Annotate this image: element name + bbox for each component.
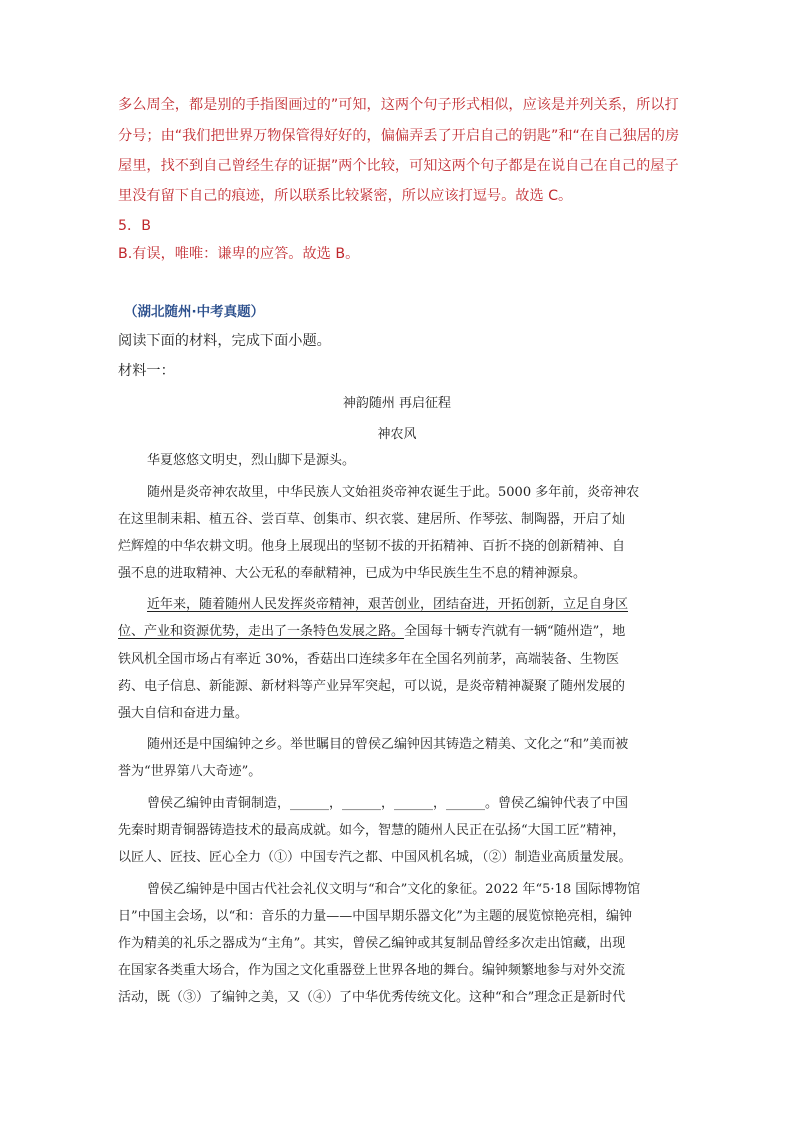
paragraph-6-line: 在国家各类重大场合，作为国之文化重器登上世界各地的舞台。编钟频繁地参与对外交流 (118, 963, 626, 978)
answer-line: 里没有留下自己的痕迹，所以联系比较紧密，所以应该打逗号。故选 C。 (118, 188, 573, 204)
answer-line: 屋里，找不到自己曾经生存的证据”两个比较，可知这两个句子都是在说自己在自己的屋子 (118, 158, 679, 174)
paragraph-6-line: 作为精美的礼乐之器成为“主角”。其实，曾侯乙编钟或其复制品曾经多次走出馆藏，出现 (118, 936, 626, 951)
paragraph-6-line: 活动，既（③）了编钟之美，又（④）了中华优秀传统文化。这种“和合”理念正是新时代 (118, 990, 626, 1005)
article-author: 神农风 (377, 427, 417, 442)
paragraph-2-line: 在这里制耒耜、植五谷、尝百草、创集市、织衣裳、建居所、作琴弦、制陶器，开启了灿 (118, 512, 626, 527)
article-title: 神韵随州 再启征程 (342, 396, 452, 411)
paragraph-6-line: 日”中国主会场，以“和：音乐的力量——中国早期乐器文化”为主题的展览惊艳亮相，编钟 (118, 909, 632, 924)
paragraph-2-line: 烂辉煌的中华农耕文明。他身上展现出的坚韧不拔的开拓精神、百折不挠的创新精神、自 (118, 539, 626, 554)
answer-line: 分号；由“我们把世界万物保管得好好的，偏偏弄丢了开启自己的钥匙”和“在自己独居的房 (118, 128, 680, 144)
paragraph-5-line: 先秦时期青铜器铸造技术的最高成就。如今，智慧的随州人民正在弘扬“大国工匠”精神， (118, 823, 626, 838)
paragraph-5-line: 曾侯乙编钟由青铜制造，______，______，______，______。曾侯乙编钟代表了中国 (147, 796, 629, 811)
paragraph-3-line: 铁风机全国市场占有率近 30%，香菇出口连续多年在全国名列前茅，高端装备、生物医 (118, 652, 620, 667)
paragraph-3-line (118, 623, 678, 641)
material-label: 材料一： (118, 363, 175, 379)
paragraph-3-line: 药、电子信息、新能源、新材料等产业异军突起，可以说，是炎帝精神凝聚了随州发展的 (118, 679, 626, 694)
underlined-sentence: 位、产业和资源优势，走出了一条特色发展之路。 (118, 624, 405, 639)
paragraph-6-line: 曾侯乙编钟是中国古代社会礼仪文明与“和合”文化的象征。2022 年“5·18 国际博物馆 (147, 882, 641, 897)
paragraph-3-text: 全国每十辆专汽就有一辆“随州造”，地 (404, 624, 626, 639)
paragraph-1: 华夏悠悠文明史，烈山脚下是源头。 (147, 453, 356, 468)
paragraph-4-line: 随州还是中国编钟之乡。举世瞩目的曾侯乙编钟因其铸造之精美、文化之“和”美而被 (147, 737, 629, 752)
paragraph-2-line: 强不息的进取精神、大公无私的奉献精神，已成为中华民族生生不息的精神源泉。 (118, 566, 587, 581)
instruction: 阅读下面的材料，完成下面小题。 (118, 333, 331, 349)
question-5-answer: 5．B (118, 218, 151, 234)
question-5-explanation: B.有误，唯唯：谦卑的应答。故选 B。 (118, 246, 360, 262)
question-source: （湖北随州·中考真题） (124, 304, 265, 320)
paragraph-3-line: 强大自信和奋进力量。 (118, 706, 249, 721)
paragraph-4-line: 誉为“世界第八大奇迹”。 (118, 764, 262, 779)
paragraph-3-line (147, 596, 707, 614)
paragraph-2-line: 随州是炎帝神农故里，中华民族人文始祖炎帝神农诞生于此。5000 多年前，炎帝神农 (147, 485, 640, 500)
underlined-sentence: 近年来，随着随州人民发挥炎帝精神，艰苦创业，团结奋进，开拓创新，立足自身区 (147, 597, 629, 612)
answer-line: 多么周全，都是别的手指图画过的”可知，这两个句子形式相似，应该是并列关系，所以打 (118, 97, 679, 113)
paragraph-5-line: 以匠人、匠技、匠心全力（①）中国专汽之都、中国风机名城，（②）制造业高质量发展。 (118, 850, 632, 865)
